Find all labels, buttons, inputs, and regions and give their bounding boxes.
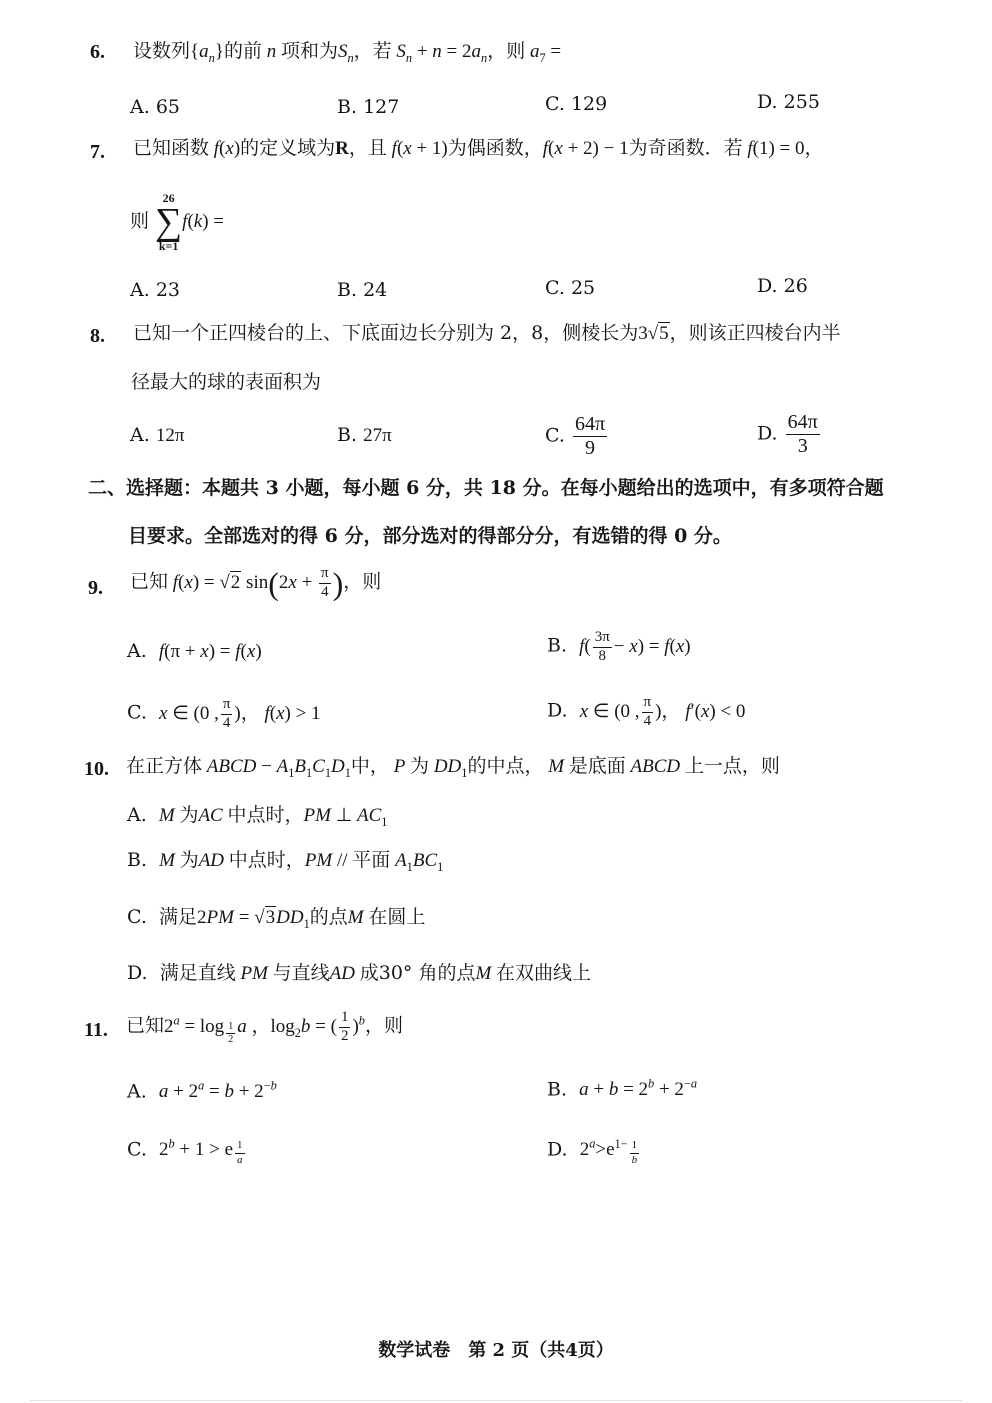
option-b: B. 27π — [337, 424, 392, 446]
option-c: C. 25 — [545, 277, 596, 299]
option-b: B. M 为AD 中点时，PM // 平面 $A_1BC_1$ — [127, 849, 444, 874]
option-c: C. $\frac{64\pi}{9}$ — [545, 413, 606, 459]
question-number: 9. — [88, 577, 103, 599]
question-stem: 已知一个正四棱台的上、下底面边长分别为 2，8，侧棱长为3√5，则该正四棱台内半 — [133, 322, 841, 344]
option-c: C. 129 — [545, 93, 608, 115]
option-d: D. 满足直线 PM 与直线AD 成30° 角的点M 在双曲线上 — [127, 962, 592, 984]
question-number: 7. — [90, 141, 105, 163]
option-b: B. 24 — [337, 279, 388, 301]
question-stem: 已知 f(x) = √2 sin(2x + $\frac{\pi}{4}$ )，则 — [130, 565, 382, 602]
question-stem: 设数列$\{a_n\}$的前 n 项和为$S_n$，若 $S_n + n = 2a_n$，则 $a_7$ = — [133, 40, 562, 65]
option-b: B. 127 — [337, 96, 400, 118]
option-a: A. 23 — [130, 279, 180, 301]
option-b: B. f( $\frac{3\pi}{8}$ − x) = f(x) — [547, 629, 691, 664]
option-d: D. $2^a>e^{1- \frac{1}{b}}$ — [547, 1137, 638, 1166]
option-d: D. x ∈ (0 , $\frac{\pi}{4}$ )， f′(x) < 0 — [547, 694, 746, 729]
question-stem: 已知函数 f(x)的定义域为R，且 f(x + 1)为偶函数，f(x + 2) − 1为奇函数．若 f(1) = 0， — [133, 137, 824, 159]
question-number: 11. — [84, 1019, 108, 1041]
option-d: D. $\frac{64\pi}{3}$ — [757, 411, 818, 457]
option-a: A. $a + 2^a = b + 2^{-b}$ — [127, 1079, 277, 1103]
option-d: D. 26 — [757, 275, 808, 297]
option-d: D. 255 — [757, 91, 820, 113]
question-stem-line-2: 径最大的球的表面积为 — [131, 371, 322, 393]
question-number: 10. — [84, 758, 109, 780]
page-footer: 数学试卷 第 2 页（共4页） — [378, 1340, 614, 1361]
option-c: C. 满足$2PM = √3DD_1$的点M 在圆上 — [127, 906, 426, 931]
summation: 26 ∑ k=1 — [155, 191, 183, 254]
question-stem: 在正方体 ABCD − $A_1B_1C_1D_1$中， P 为 $DD_1$的中点， M 是底面 ABCD 上一点，则 — [126, 755, 780, 780]
option-c: C. x ∈ (0 , $\frac{\pi}{4}$ )， f(x) > 1 — [127, 696, 321, 731]
question-stem: 已知$2^a = \log$ $_{\frac{1}{2}}$ a ，$\log_2b$ = ( $\frac{1}{2}$ )$^b$，则 — [126, 1009, 403, 1046]
section-instructions-line-2: 目要求。全部选对的得 6 分，部分选对的得部分分，有选错的得 0 分。 — [128, 525, 732, 547]
option-a: A. M 为AC 中点时，PM ⊥ $AC_1$ — [127, 804, 388, 829]
page-edge-divider — [30, 1400, 962, 1401]
option-c: C. $2^b + 1 > e$ $^{\frac{1}{a}}$ — [127, 1137, 243, 1166]
option-a: A. 12π — [130, 424, 185, 446]
question-number: 6. — [90, 41, 105, 63]
option-b: B. $a + b = 2^b + 2^{-a}$ — [547, 1077, 698, 1101]
section-instructions: 二、选择题：本题共 3 小题，每小题 6 分，共 18 分。在每小题给出的选项中，有多项符合题 — [88, 477, 884, 499]
question-stem-line-2: 则 26 ∑ k=1 f(k) = — [130, 191, 224, 254]
option-a: A. 65 — [130, 96, 180, 118]
question-number: 8. — [90, 325, 105, 347]
option-a: A. f(π + x) = f(x) — [127, 640, 262, 662]
